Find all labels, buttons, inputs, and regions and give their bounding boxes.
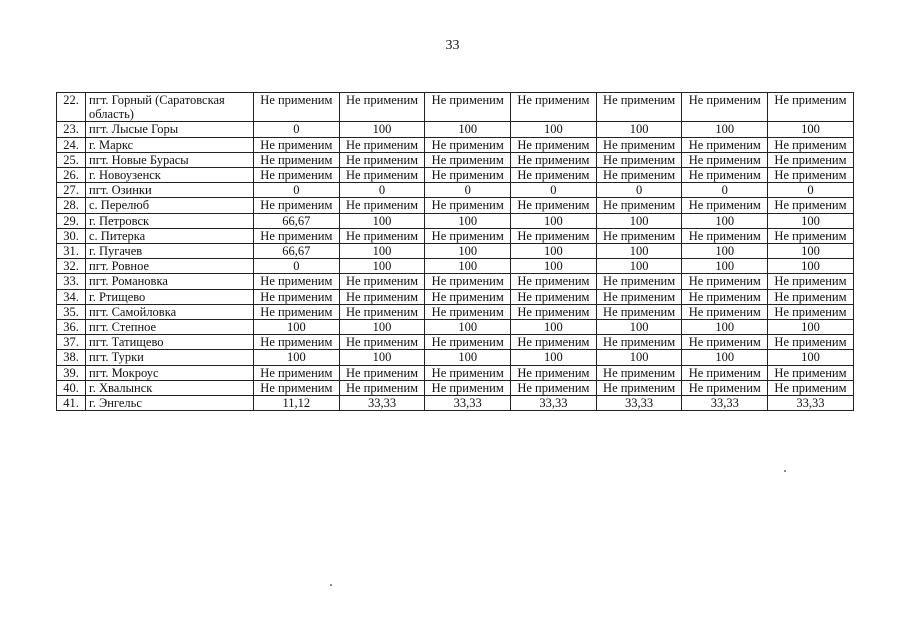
table-row (57, 304, 854, 319)
indicator-value: Не применим (425, 380, 511, 395)
indicator-value: Не применим (596, 289, 682, 304)
settlement-name: г. Петровск (86, 213, 254, 228)
indicator-value: Не применим (768, 198, 854, 213)
indicator-value: Не применим (511, 274, 597, 289)
indicator-value: Не применим (339, 274, 425, 289)
indicator-value: 0 (339, 183, 425, 198)
indicator-value: Не применим (511, 380, 597, 395)
indicator-value: Не применим (425, 304, 511, 319)
indicator-value: Не применим (254, 380, 340, 395)
indicator-value: 0 (682, 183, 768, 198)
indicator-value: 33,33 (768, 396, 854, 411)
indicator-value: 0 (596, 183, 682, 198)
indicator-value: Не применим (768, 228, 854, 243)
indicator-value: 100 (425, 320, 511, 335)
settlement-name: с. Перелюб (86, 198, 254, 213)
indicator-value: Не применим (768, 380, 854, 395)
table-row (57, 228, 854, 243)
settlement-name: г. Пугачев (86, 244, 254, 259)
indicator-value: Не применим (425, 274, 511, 289)
row-number: 23. (57, 122, 86, 137)
indicator-value: Не применим (339, 93, 425, 122)
indicator-value: 33,33 (339, 396, 425, 411)
indicator-value: 100 (682, 259, 768, 274)
indicator-value: 100 (339, 213, 425, 228)
indicator-value: Не применим (339, 289, 425, 304)
indicator-value: 100 (682, 122, 768, 137)
indicator-value: Не применим (254, 137, 340, 152)
indicator-value: Не применим (339, 168, 425, 183)
row-number: 39. (57, 365, 86, 380)
indicator-value: Не применим (254, 93, 340, 122)
indicator-value: 100 (511, 259, 597, 274)
indicator-value: 33,33 (511, 396, 597, 411)
settlement-name: пгт. Горный (Саратовская область) (86, 93, 254, 122)
indicator-value: 100 (425, 259, 511, 274)
indicator-value: 100 (339, 350, 425, 365)
indicator-value: 100 (682, 350, 768, 365)
indicator-value: Не применим (339, 304, 425, 319)
indicator-value: Не применим (682, 380, 768, 395)
settlement-name: с. Питерка (86, 228, 254, 243)
indicator-value: Не применим (339, 137, 425, 152)
settlement-name: пгт. Романовка (86, 274, 254, 289)
table-row (57, 396, 854, 411)
table-row (57, 93, 854, 122)
row-number: 31. (57, 244, 86, 259)
indicator-value: Не применим (596, 198, 682, 213)
indicator-value: Не применим (682, 274, 768, 289)
page-number: 33 (445, 38, 460, 53)
table-row (57, 350, 854, 365)
table-row (57, 289, 854, 304)
row-number: 26. (57, 168, 86, 183)
indicator-value: Не применим (768, 152, 854, 167)
indicator-value: Не применим (339, 228, 425, 243)
indicator-value: Не применим (254, 304, 340, 319)
indicator-value: 100 (425, 244, 511, 259)
indicator-value: 100 (682, 244, 768, 259)
indicator-value: 0 (254, 183, 340, 198)
indicator-value: Не применим (511, 365, 597, 380)
indicator-value: Не применим (596, 335, 682, 350)
indicator-value: Не применим (511, 137, 597, 152)
indicator-value: Не применим (254, 274, 340, 289)
indicator-value: Не применим (682, 365, 768, 380)
indicator-value: Не применим (425, 93, 511, 122)
table-row (57, 213, 854, 228)
indicator-value: Не применим (339, 380, 425, 395)
indicator-value: Не применим (768, 168, 854, 183)
indicator-value: 100 (596, 122, 682, 137)
settlement-name: пгт. Самойловка (86, 304, 254, 319)
indicator-value: 100 (511, 122, 597, 137)
indicator-value: Не применим (596, 274, 682, 289)
indicator-value: Не применим (596, 168, 682, 183)
indicator-value: Не применим (596, 380, 682, 395)
scan-speck (330, 584, 332, 586)
indicator-value: Не применим (425, 335, 511, 350)
indicator-value: Не применим (768, 365, 854, 380)
indicator-value: 0 (254, 259, 340, 274)
row-number: 34. (57, 289, 86, 304)
table-row (57, 365, 854, 380)
indicator-value: Не применим (768, 274, 854, 289)
row-number: 33. (57, 274, 86, 289)
indicator-value: Не применим (511, 304, 597, 319)
indicator-value: Не применим (768, 137, 854, 152)
indicator-value: 33,33 (596, 396, 682, 411)
table-row (57, 122, 854, 137)
settlement-name: г. Маркс (86, 137, 254, 152)
indicator-value: 100 (339, 244, 425, 259)
row-number: 24. (57, 137, 86, 152)
table-row (57, 198, 854, 213)
indicator-value: Не применим (339, 335, 425, 350)
indicator-value: 100 (768, 259, 854, 274)
indicator-value: 66,67 (254, 244, 340, 259)
row-number: 22. (57, 93, 86, 122)
indicator-value: Не применим (682, 137, 768, 152)
indicator-value: Не применим (682, 198, 768, 213)
indicator-value: 100 (768, 320, 854, 335)
indicator-value: Не применим (339, 365, 425, 380)
indicator-value: 100 (511, 320, 597, 335)
settlement-name: пгт. Новые Бурасы (86, 152, 254, 167)
indicator-value: Не применим (596, 228, 682, 243)
indicator-value: 100 (596, 320, 682, 335)
indicator-value: Не применим (596, 304, 682, 319)
indicator-value: Не применим (682, 304, 768, 319)
indicator-value: 11,12 (254, 396, 340, 411)
table-row (57, 152, 854, 167)
indicator-value: Не применим (682, 168, 768, 183)
indicator-value: 100 (682, 213, 768, 228)
indicator-value: 0 (511, 183, 597, 198)
row-number: 32. (57, 259, 86, 274)
indicator-value: Не применим (254, 335, 340, 350)
indicator-value: Не применим (511, 335, 597, 350)
settlement-name: г. Энгельс (86, 396, 254, 411)
scan-speck (784, 470, 786, 472)
indicator-value: Не применим (511, 289, 597, 304)
indicator-value: Не применим (682, 228, 768, 243)
table-row (57, 183, 854, 198)
settlement-name: пгт. Степное (86, 320, 254, 335)
indicator-value: 100 (425, 213, 511, 228)
indicator-value: Не применим (254, 228, 340, 243)
indicator-value: 0 (425, 183, 511, 198)
indicator-value: 100 (682, 320, 768, 335)
indicator-value: Не применим (254, 168, 340, 183)
indicator-value: Не применим (339, 198, 425, 213)
settlement-name: пгт. Татищево (86, 335, 254, 350)
indicator-value: 100 (339, 122, 425, 137)
table-row (57, 259, 854, 274)
table-row (57, 244, 854, 259)
indicator-value: 100 (596, 213, 682, 228)
indicator-value: 0 (768, 183, 854, 198)
indicator-value: Не применим (682, 152, 768, 167)
indicator-value: 100 (339, 259, 425, 274)
indicator-value: Не применим (425, 137, 511, 152)
settlement-name: пгт. Лысые Горы (86, 122, 254, 137)
indicator-value: 100 (596, 244, 682, 259)
row-number: 36. (57, 320, 86, 335)
indicator-value: Не применим (425, 365, 511, 380)
settlement-name: пгт. Турки (86, 350, 254, 365)
indicator-value: Не применим (682, 93, 768, 122)
table-row (57, 320, 854, 335)
indicator-value: 100 (768, 350, 854, 365)
indicator-value: Не применим (596, 137, 682, 152)
indicator-value: Не применим (511, 152, 597, 167)
indicator-value: Не применим (254, 289, 340, 304)
indicator-value: 100 (254, 320, 340, 335)
row-number: 29. (57, 213, 86, 228)
row-number: 38. (57, 350, 86, 365)
indicator-value: 100 (425, 350, 511, 365)
indicator-value: Не применим (425, 198, 511, 213)
indicator-value: Не применим (254, 152, 340, 167)
table-row (57, 168, 854, 183)
indicator-value: 100 (596, 350, 682, 365)
indicator-value: 33,33 (682, 396, 768, 411)
row-number: 28. (57, 198, 86, 213)
indicator-value: Не применим (254, 198, 340, 213)
indicator-value: 100 (339, 320, 425, 335)
row-number: 30. (57, 228, 86, 243)
settlement-name: пгт. Мокроус (86, 365, 254, 380)
indicator-value: Не применим (254, 365, 340, 380)
indicator-value: Не применим (682, 289, 768, 304)
settlement-name: г. Хвалынск (86, 380, 254, 395)
indicator-value: Не применим (768, 289, 854, 304)
indicator-value: 66,67 (254, 213, 340, 228)
indicator-value: Не применим (682, 335, 768, 350)
row-number: 25. (57, 152, 86, 167)
indicator-value: 100 (596, 259, 682, 274)
indicator-value: 100 (254, 350, 340, 365)
data-table (56, 92, 854, 411)
indicator-value: Не применим (425, 152, 511, 167)
indicator-value: Не применим (425, 289, 511, 304)
indicator-value: Не применим (768, 93, 854, 122)
row-number: 35. (57, 304, 86, 319)
indicator-value: Не применим (511, 93, 597, 122)
indicator-value: 100 (425, 122, 511, 137)
indicator-value: Не применим (511, 168, 597, 183)
row-number: 37. (57, 335, 86, 350)
table-row (57, 274, 854, 289)
indicator-value: Не применим (425, 228, 511, 243)
settlement-name: пгт. Ровное (86, 259, 254, 274)
indicator-value: Не применим (339, 152, 425, 167)
indicator-value: 100 (768, 244, 854, 259)
settlement-name: пгт. Озинки (86, 183, 254, 198)
settlement-name: г. Ртищево (86, 289, 254, 304)
indicator-value: Не применим (596, 365, 682, 380)
indicator-value: Не применим (596, 152, 682, 167)
table-row (57, 380, 854, 395)
indicator-value: 100 (511, 244, 597, 259)
table-row (57, 137, 854, 152)
row-number: 40. (57, 380, 86, 395)
indicator-value: 100 (768, 213, 854, 228)
row-number: 27. (57, 183, 86, 198)
table-row (57, 335, 854, 350)
indicator-value: Не применим (768, 335, 854, 350)
indicator-value: 100 (511, 350, 597, 365)
indicator-value: 100 (768, 122, 854, 137)
row-number: 41. (57, 396, 86, 411)
indicator-value: Не применим (511, 228, 597, 243)
settlement-name: г. Новоузенск (86, 168, 254, 183)
indicator-value: 33,33 (425, 396, 511, 411)
indicator-value: Не применим (511, 198, 597, 213)
indicator-value: Не применим (425, 168, 511, 183)
indicator-value: 100 (511, 213, 597, 228)
indicator-value: Не применим (596, 93, 682, 122)
indicator-value: 0 (254, 122, 340, 137)
indicator-value: Не применим (768, 304, 854, 319)
